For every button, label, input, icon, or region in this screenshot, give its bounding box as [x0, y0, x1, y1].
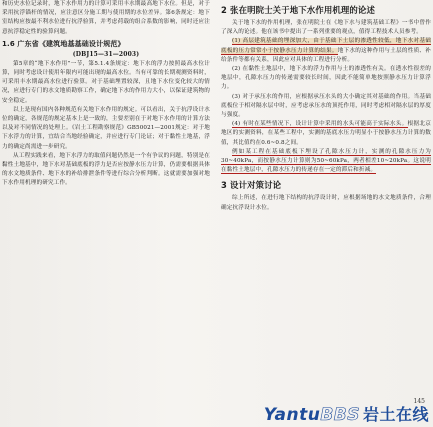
right-paragraph-3: (2) 在黏性土地层中，地下水的浮力作用与土的渗透性有关。在透水性很差的地层中，孔隙水压力的传递需要较长时间，因此不能简单地按照静水压力计算浮力。 — [221, 66, 431, 91]
watermark-bbs: BBS — [320, 405, 360, 425]
right-paragraph-6 — [221, 148, 431, 176]
left-paragraph-3: 以上是现有国内各种规范有关地下水作用的规定。可以看出，关于抗浮设计水位的确定，各规范的规定基本上是一致的，主要差别在于对地下水作用的计算方法以及对不同情况的处理上。《岩土工程勘察规范》GB50021—2001规定：对于地下水浮力的计算，宜结合当地经验确定，并应进行专门论证；对于黏性土地基，浮力的确定尚需进一步研究。 — [2, 106, 210, 150]
page-number: 145 — [413, 398, 425, 405]
watermark-yantu: Yantu — [263, 405, 321, 425]
section-3-heading: 3 设计对策讨论 — [221, 180, 282, 191]
left-column — [2, 0, 210, 427]
left-paragraph-4: 从工程实践来看，地下水浮力的取值问题仍然是一个有争议的问题，特别是在黏性土地基中，地下水对基础底板的浮力是否应按静水压力计算，仍需要根据具体的水文地质条件、地下水的补给排泄条件等进行综合分析判断。这就需要加强对地下水作用机理的研究工作。 — [2, 152, 210, 187]
right-paragraph-2-rest: 地下水的这种作用与土层的性质、补给条件等都有关系，因此应对具体的工程进行分析。 — [221, 47, 431, 63]
watermark-cn: 岩土在线 — [362, 405, 429, 424]
right-paragraph-2 — [221, 37, 431, 65]
right-paragraph-7: 综上所述，在进行地下结构的抗浮设计时，应根据场地的水文地质条件，合理确定抗浮设计水位。 — [221, 195, 431, 211]
right-paragraph-5 — [221, 120, 431, 148]
left-paragraph-2: 第5章的“地下水作用”一节，第5.1.4条规定：地下水的浮力按照最高水位计算，同时考虑设计使用年限内可能出现的最高水位。当有可靠的长期观测资料时，可采用丰水期最高水位进行验算。对于基础埋置较深，且地下水位变化较大的情况，应进行专门的水文地质勘察工作，确定地下水的作用力大小，以保证建筑物的安全稳定。 — [2, 60, 210, 104]
site-watermark-logo — [264, 402, 429, 425]
left-paragraph-1: 和历史水位记录时，地下水作用力的计算可采用丰水期最高地下水位。但是，对于采用抗浮锚杆的情况，应注意区分施工期与使用期的水位差异。第6条规定：地下室结构应按最不利水位进行抗浮验算，并考虑荷载的组合系数的影响，同时还应注意抗浮稳定性的验算问题。 — [2, 1, 210, 35]
section-1-6-heading: 1.6 广东省《建筑地基基础设计规范》 — [2, 39, 125, 48]
right-paragraph-1: 关于地下水的作用机理，张在明院士在《地下水与建筑基础工程》一书中曾作了深入的论述。他在该书中提出了一系列重要的观点，值得工程技术人员参考。 — [221, 20, 431, 36]
right-paragraph-5-rest: 根据北京地区的实测资料，在某些工程中，实测的基底水压力明显小于按静水压力计算的数值，其比值约在0.6~0.8之间。 — [221, 121, 431, 146]
section-1-6-code: (DBJ15—31—2003) — [72, 50, 140, 58]
right-paragraph-4: (3) 对于承压水的作用，应根据承压水头的大小确定其对基础的作用。当基础底板位于相对隔水层中时，应考虑承压水的顶托作用，同时考虑相对隔水层的厚度与强度。 — [221, 93, 431, 119]
right-paragraph-6-underlined: 例如某工程在基础底板下埋设了孔隙水压力计，实测的孔隙水压力为30~40kPa，而按静水压力计算则为50~60kPa，两者相差10~20kPa。这说明在黏性土地层中，孔隙水压力的传递存在一定的滞后和折减。 — [221, 148, 431, 174]
right-column — [221, 0, 431, 410]
right-paragraph-5-highlight: (4) 有时在某些情况下，设计计算中采用的水头可能高于实际水头。 — [232, 121, 408, 128]
right-paragraph-2-highlight: (1) 高层建筑基础的埋深加大，由于基础下土层的渗透性较低，地下水对基础底板的压力常常小于按静水压力计算的结果。 — [221, 38, 431, 54]
section-2-heading: 2 张在明院士关于地下水作用机理的论述 — [221, 5, 375, 15]
